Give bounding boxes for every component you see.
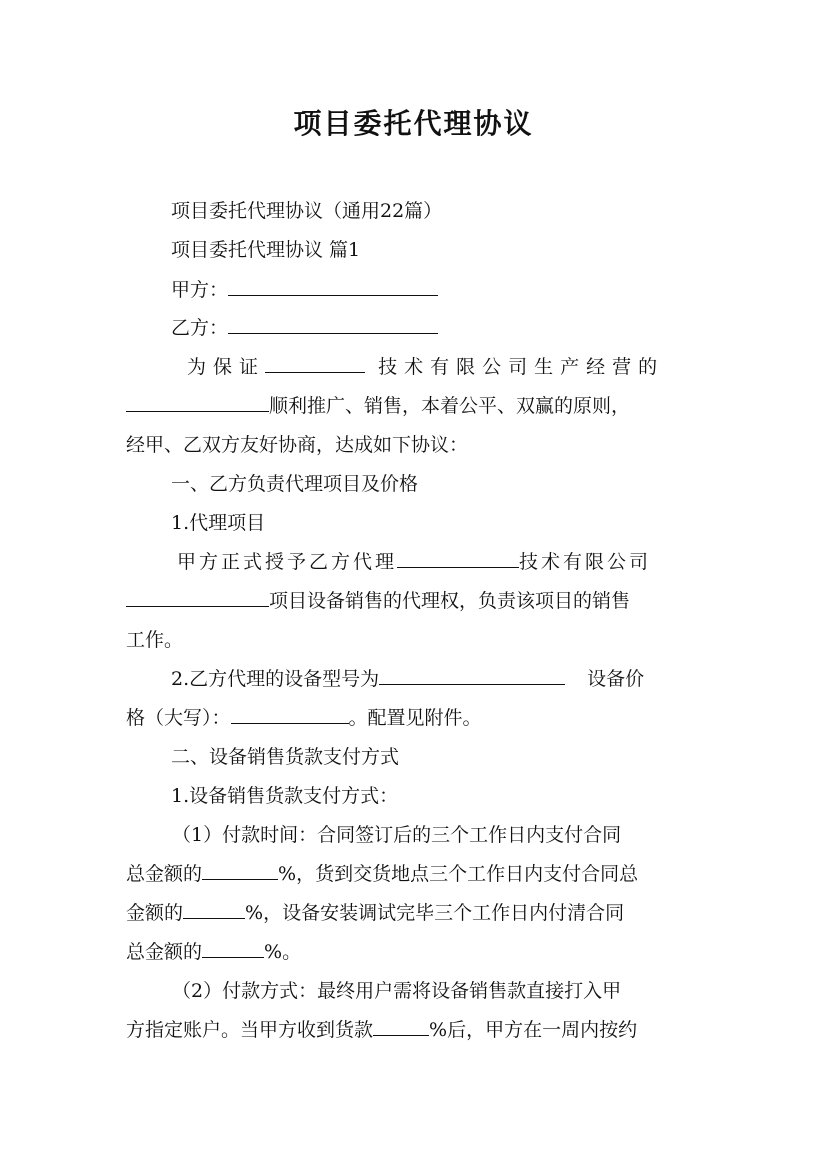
- paragraph-line: [126, 862, 701, 886]
- subtitle-line: [126, 199, 701, 223]
- section-heading: [126, 745, 701, 769]
- paragraph-line: [172, 979, 701, 1003]
- text: 技术有限公司生产经营的: [378, 356, 665, 378]
- blank-field: [202, 863, 278, 880]
- paragraph-line: [172, 823, 701, 847]
- text: 顺利推广、销售，本着公平、双赢的原则，: [269, 395, 631, 417]
- blank-field: [231, 707, 349, 724]
- text: 技术有限公司: [519, 551, 652, 573]
- section-heading: [126, 238, 701, 262]
- text: %，货到交货地点三个工作日内支付合同总: [278, 863, 639, 885]
- blank-field: [379, 668, 565, 685]
- paragraph-line: [126, 940, 701, 964]
- text: 项目设备销售的代理权，负责该项目的销售: [269, 590, 631, 612]
- text: （1）付款时间：合同签订后的三个工作日内支付合同: [172, 824, 622, 846]
- text: 二、设备销售货款支付方式: [171, 746, 400, 768]
- paragraph-line: [126, 589, 701, 613]
- text: 一、乙方负责代理项目及价格: [171, 473, 419, 495]
- blank-field: [228, 317, 438, 334]
- paragraph-line: [126, 628, 701, 652]
- section-heading: [126, 472, 701, 496]
- party-a-line: [126, 278, 701, 302]
- label: 甲方：: [171, 279, 229, 301]
- text: 项目委托代理协议 篇1: [171, 239, 361, 261]
- text: 方指定账户。当甲方收到货款: [126, 1019, 374, 1041]
- blank-field: [397, 551, 519, 568]
- text: %后，甲方在一周内按约: [429, 1019, 638, 1041]
- text: 总金额的: [126, 863, 203, 885]
- paragraph-line: [126, 706, 701, 730]
- text: （2）付款方式：最终用户需将设备销售款直接打入甲: [172, 980, 622, 1002]
- paragraph-line: [126, 433, 701, 457]
- text: 工作。: [126, 629, 184, 651]
- text: 总金额的: [126, 941, 203, 963]
- text: 格（大写）：: [126, 707, 231, 729]
- paragraph-line: [126, 394, 701, 418]
- paragraph-line: [187, 355, 701, 379]
- blank-field: [202, 941, 264, 958]
- paragraph-line: [126, 1018, 701, 1042]
- text: 甲方正式授予乙方代理: [177, 551, 398, 573]
- clause-heading: [126, 784, 701, 808]
- blank-field: [228, 279, 438, 296]
- blank-field: [126, 395, 269, 412]
- blank-field: [265, 356, 365, 373]
- text: %。: [264, 941, 302, 963]
- text: %，设备安装调试完毕三个工作日内付清合同: [245, 902, 625, 924]
- text: 1.设备销售货款支付方式：: [171, 785, 399, 807]
- party-b-line: [126, 316, 701, 340]
- text: 设备价: [587, 668, 645, 690]
- blank-field: [183, 902, 245, 919]
- text: 2.乙方代理的设备型号为: [171, 668, 380, 690]
- blank-field: [373, 1019, 429, 1036]
- text: 为保证: [187, 356, 266, 378]
- paragraph-line: [126, 901, 701, 925]
- blank-field: [126, 590, 269, 607]
- paragraph-line: [126, 667, 701, 691]
- clause-heading: [126, 511, 701, 535]
- document-title: 项目委托代理协议: [293, 107, 534, 140]
- text: 经甲、乙双方友好协商，达成如下协议：: [126, 434, 469, 456]
- text: 项目委托代理协议（通用22篇）: [171, 200, 443, 222]
- text: 金额的: [126, 902, 184, 924]
- label: 乙方：: [171, 317, 229, 339]
- text: 1.代理项目: [171, 512, 266, 534]
- paragraph-line: [177, 550, 701, 574]
- text: 。配置见附件。: [348, 707, 482, 729]
